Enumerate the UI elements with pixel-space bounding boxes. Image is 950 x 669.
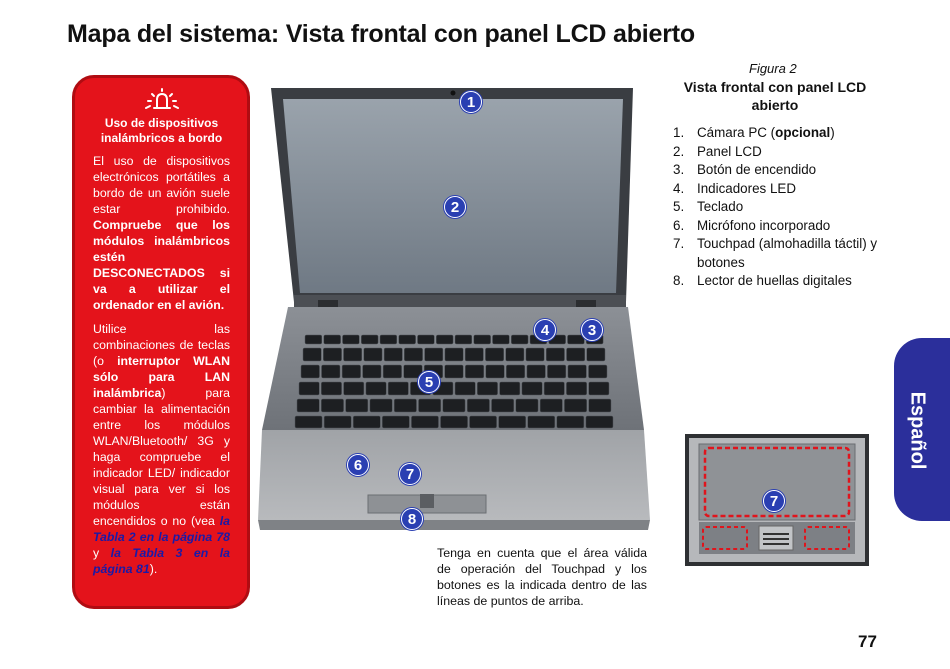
keyboard-key: [346, 399, 368, 412]
item-text: Teclado: [697, 199, 744, 214]
keyboard-key: [586, 416, 613, 428]
list-item: [673, 180, 883, 199]
keyboard-key: [564, 399, 586, 412]
item-text: Micrófono incorporado: [697, 217, 831, 233]
warning-p1-text: El uso de dispositivos electrónicos portátiles a bordo de un avión suele estar prohibido.: [93, 154, 230, 216]
list-item: [673, 124, 883, 143]
keyboard-key: [366, 382, 386, 395]
keyboard-key: [305, 335, 322, 344]
keyboard-key: [303, 348, 321, 361]
keyboard-key: [323, 348, 341, 361]
keyboard-key: [477, 382, 497, 395]
figure-title: Vista frontal con panel LCD abierto: [683, 79, 867, 113]
language-tab-label: [897, 350, 937, 510]
keyboard-key: [301, 365, 320, 378]
keyboard-key: [361, 335, 378, 344]
keyboard-key: [322, 365, 341, 378]
callout-7-touchpad-closeup: 7: [763, 490, 785, 512]
keyboard-key: [364, 348, 382, 361]
keyboard-key: [404, 348, 422, 361]
keyboard-key: [445, 365, 464, 378]
keyboard-key: [321, 399, 343, 412]
keyboard-key: [587, 348, 605, 361]
keyboard-key: [493, 335, 510, 344]
item-text: Touchpad (almohadilla táctil) y botones: [697, 236, 878, 270]
keyboard-key: [363, 365, 382, 378]
callout-8-fingerprint-reader: 8: [401, 508, 423, 530]
keyboard-key: [419, 399, 441, 412]
keyboard-key: [455, 335, 472, 344]
callout-3-power-button: 3: [581, 319, 603, 341]
callout-6-microphone: 6: [347, 454, 369, 476]
keyboard-key: [499, 416, 526, 428]
keyboard-key: [589, 365, 608, 378]
keyboard-key: [343, 335, 360, 344]
wireless-warning-box: [72, 75, 250, 609]
keyboard-key: [470, 416, 497, 428]
keyboard-key: [544, 382, 564, 395]
keyboard-key: [486, 365, 505, 378]
wireless-warning-icon: [144, 88, 180, 112]
keyboard-key: [399, 335, 416, 344]
keyboard-key: [516, 399, 538, 412]
keyboard-key: [540, 399, 562, 412]
laptop-drawing: [258, 85, 650, 530]
keyboard-key: [441, 416, 468, 428]
keyboard-key: [522, 382, 542, 395]
list-item: [673, 217, 883, 236]
warning-p2-pre: Utilice las combinaciones de teclas (o: [93, 322, 230, 368]
item-number: 2.: [673, 143, 685, 159]
keyboard-key: [568, 365, 587, 378]
keyboard-key: [511, 335, 528, 344]
item-text: Panel LCD: [697, 143, 762, 159]
keyboard-key: [297, 399, 319, 412]
item-number: 5.: [673, 199, 685, 214]
keyboard-key: [425, 348, 443, 361]
item-text-post: ): [830, 125, 835, 140]
item-text: Cámara PC (: [697, 125, 776, 140]
keyboard-key: [485, 348, 503, 361]
keyboard-key: [443, 399, 465, 412]
keyboard-key: [492, 399, 514, 412]
keyboard-key: [436, 335, 453, 344]
keyboard-key: [547, 365, 566, 378]
item-bold: opcional: [775, 125, 831, 140]
keyboard-key: [557, 416, 584, 428]
keyboard-key: [506, 348, 524, 361]
keyboard-key: [567, 348, 585, 361]
keyboard-key: [342, 365, 361, 378]
warning-paragraph-1: [93, 153, 230, 313]
keyboard-key: [467, 399, 489, 412]
keyboard-key: [388, 382, 408, 395]
warning-p2-and: y: [93, 546, 100, 560]
item-number: 8.: [673, 273, 685, 288]
keyboard-key: [546, 348, 564, 361]
keyboard-key: [474, 335, 491, 344]
keyboard-key: [344, 348, 362, 361]
keyboard-key: [500, 382, 520, 395]
keyboard-key: [527, 365, 546, 378]
figure-label: Figura 2: [749, 61, 797, 76]
keyboard-key: [465, 348, 483, 361]
keyboard-key: [321, 382, 341, 395]
list-item: [673, 198, 883, 217]
item-number: 3.: [673, 162, 685, 177]
keyboard-key: [506, 365, 525, 378]
callout-5-keyboard: 5: [418, 371, 440, 393]
keyboard-key: [566, 382, 586, 395]
keyboard-key: [295, 416, 322, 428]
keyboard-key: [394, 399, 416, 412]
item-text: Botón de encendido: [697, 162, 817, 177]
list-item: [673, 161, 883, 180]
laptop-front-view-image: [258, 85, 650, 530]
keyboard-key: [528, 416, 555, 428]
keyboard-key: [589, 382, 609, 395]
keyboard-key: [418, 335, 435, 344]
keyboard-key: [344, 382, 364, 395]
keyboard-key: [370, 399, 392, 412]
item-number: 4.: [673, 180, 685, 196]
warning-p2-bold: interruptor WLAN sólo para LAN inalámbrica: [93, 354, 230, 400]
keyboard-key: [568, 335, 585, 344]
parts-list: [673, 124, 883, 291]
item-number: 6.: [673, 217, 685, 233]
keyboard-key: [299, 382, 319, 395]
warning-p1-bold: Compruebe que los módulos inalámbricos estén DESCONECTADOS si va a utilizar el ordenador en el avión.: [93, 218, 230, 312]
warning-heading: Uso de dispositivos inalámbricos a bordo: [100, 116, 223, 145]
callout-7-touchpad: 7: [399, 463, 421, 485]
touchpad-note: Tenga en cuenta que el área válida de operación del Touchpad y los botones es la indicada dentro de las líneas de puntos de arriba.: [437, 546, 647, 608]
list-item: [673, 235, 883, 272]
keyboard-key: [380, 335, 397, 344]
keyboard-key: [324, 335, 341, 344]
language-tab-text: Español: [906, 391, 929, 469]
keyboard-key: [411, 416, 438, 428]
keyboard-key: [526, 348, 544, 361]
list-item: [673, 143, 883, 162]
warning-p2-end: ).: [149, 562, 158, 576]
callout-2-lcd-panel: 2: [444, 196, 466, 218]
page-number: 77: [858, 632, 877, 651]
keyboard-key: [589, 399, 611, 412]
keyboard-key: [384, 348, 402, 361]
item-number: 7.: [673, 236, 685, 251]
warning-paragraph-2: [93, 321, 230, 577]
table-2-link[interactable]: la Tabla 2 en la página 78: [93, 514, 231, 544]
callout-1-webcam: 1: [460, 91, 482, 113]
item-text: Lector de huellas digitales: [697, 273, 852, 288]
item-number: 1.: [673, 125, 685, 140]
touchpad-closeup-image: [685, 434, 869, 566]
keyboard-key: [324, 416, 351, 428]
table-3-link[interactable]: la Tabla 3 en la página 81: [93, 546, 230, 576]
keyboard-key: [445, 348, 463, 361]
keyboard-key: [382, 416, 409, 428]
keyboard-key: [465, 365, 484, 378]
callout-4-led-indicators: 4: [534, 319, 556, 341]
warning-p2-post: ) para cambiar la alimentación entre los módulos WLAN/Bluetooth/ 3G y haga compruebe el indicador LED/ indicador visual para ver si los módulos están encendidos o no (vea: [93, 386, 230, 528]
keyboard-key: [383, 365, 402, 378]
keyboard-key: [455, 382, 475, 395]
keyboard-key: [353, 416, 380, 428]
list-item: [673, 272, 883, 291]
item-text: Indicadores LED: [697, 180, 796, 196]
page-title: Mapa del sistema: Vista frontal con panel LCD abierto: [67, 20, 695, 48]
